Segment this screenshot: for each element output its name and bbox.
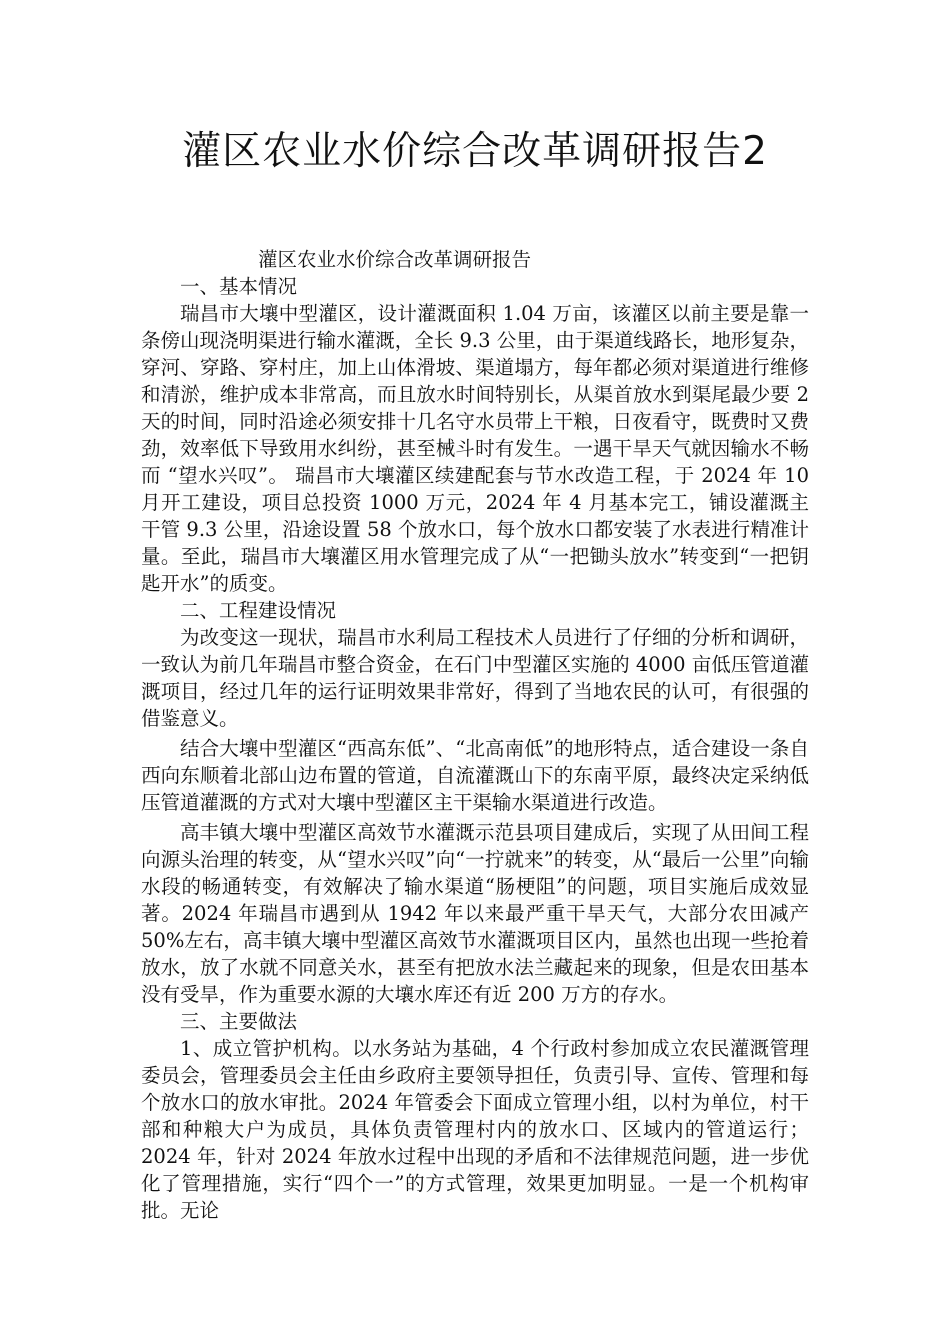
paragraph-management-org: 1、成立管护机构。以水务站为基础，4 个行政村参加成立农民灌溉管理委员会，管理委员会主任由乡政府主要领导担任，负责引导、宣传、管理和每个放水口的放水审批。2024 年管委会下面成立管理小组，以村为单位，村干部和种粮大户为成员，具体负责管理村内的放水口、区域内的管道运行；2024 年，针对 2024 年放水过程中出现的矛盾和不法律规范问题，进一步优化了管理措施，实行“四个一”的方式管理，效果更加明显。一是一个机构审批。无论 (141, 1037, 809, 1222)
paragraph-construction-analysis: 为改变这一现状，瑞昌市水利局工程技术人员进行了仔细的分析和调研，一致认为前几年瑞昌市整合资金，在石门中型灌区实施的 4000 亩低压管道灌溉项目，经过几年的运行证明效果非常好，得到了当地农民的认可，有很强的借鉴意义。 (141, 626, 809, 730)
section-heading-basic: 一、基本情况 (180, 275, 298, 298)
report-subtitle: 灌区农业水价综合改革调研报告 (258, 248, 532, 271)
paragraph-basic-situation: 瑞昌市大壤中型灌区，设计灌溉面积 1.04 万亩，该灌区以前主要是靠一条傍山现浇明渠进行输水灌溉，全长 9.3 公里，由于渠道线路长，地形复杂，穿河、穿路、穿村庄，加上山体滑坡、渠道塌方，每年都必须对渠道进行维修和清淤，维护成本非常高，而且放水时间特别长，从渠首放水到渠尾最少要 2 天的时间，同时沿途必须安排十几名守水员带上干粮，日夜看守，既费时又费劲，效率低下导致用水纠纷，甚至械斗时有发生。一遇干旱天气就因输水不畅而 “望水兴叹”。 瑞昌市大壤灌区续建配套与节水改造工程，于 2024 年 10 月开工建设，项目总投资 1000 万元，2024 年 4 月基本完工，铺设灌溉主干管 9.3 公里，沿途设置 58 个放水口，每个放水口都安装了水表进行精准计量。至此，瑞昌市大壤灌区用水管理完成了从“一把锄头放水”转变到“一把钥匙开水”的质变。 (141, 302, 809, 595)
section-heading-construction: 二、工程建设情况 (180, 599, 337, 622)
section-heading-measures: 三、主要做法 (180, 1010, 298, 1033)
paragraph-results: 高丰镇大壤中型灌区高效节水灌溉示范县项目建成后，实现了从田间工程向源头治理的转变，从“望水兴叹”向“一拧就来”的转变，从“最后一公里”向输水段的畅通转变，有效解决了输水渠道“肠梗阻”的问题，项目实施后成效显著。2024 年瑞昌市遇到从 1942 年以来最严重干旱天气，大部分农田减产 50%左右，高丰镇大壤中型灌区高效节水灌溉项目区内，虽然也出现一些抢着放水，放了水就不同意关水，甚至有把放水法兰藏起来的现象，但是农田基本没有受旱，作为重要水源的大壤水库还有近 200 万方的存水。 (141, 821, 809, 1006)
paragraph-terrain: 结合大壤中型灌区“西高东低”、“北高南低”的地形特点，适合建设一条自西向东顺着北部山边布置的管道，自流灌溉山下的东南平原，最终决定采纳低压管道灌溉的方式对大壤中型灌区主干渠输水渠道进行改造。 (141, 737, 809, 814)
document-title: 灌区农业水价综合改革调研报告2 (182, 129, 768, 174)
document-body (141, 246, 809, 1224)
